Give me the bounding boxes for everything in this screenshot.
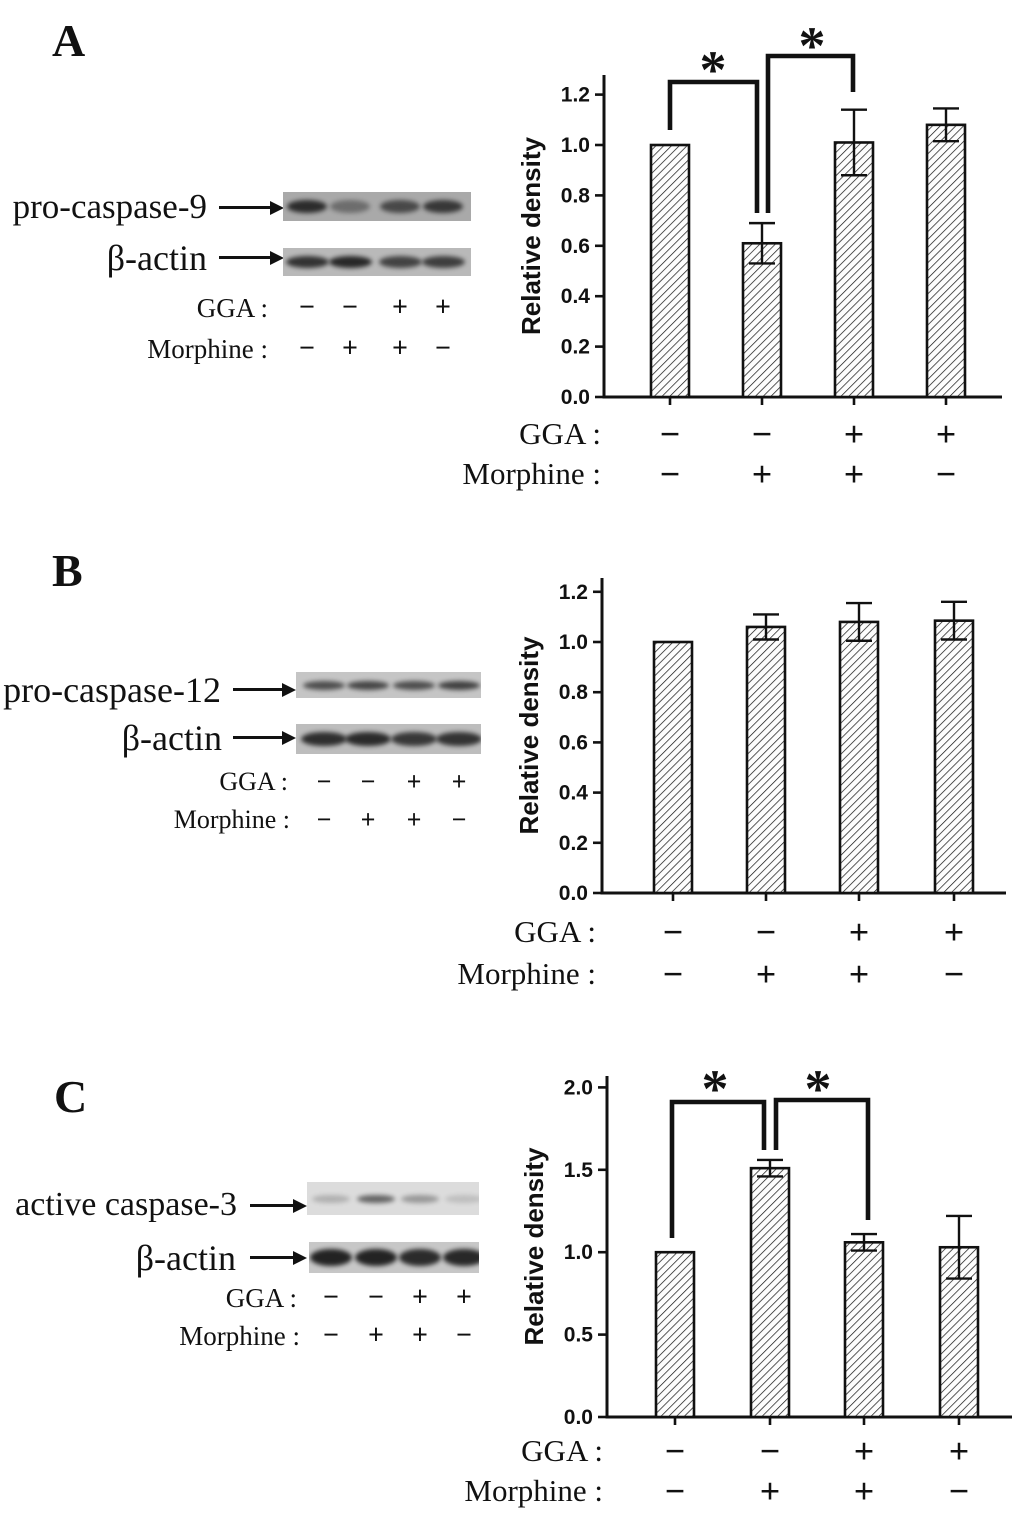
blot-band — [393, 681, 435, 690]
panel-c-letter: C — [54, 1071, 88, 1122]
blot-condition-symbol: − — [342, 292, 358, 323]
y-tick-label: 0.0 — [558, 882, 588, 905]
blot-band — [391, 732, 437, 746]
blot-condition-symbol: − — [456, 1320, 472, 1351]
y-tick-label: 0.0 — [560, 386, 590, 409]
chart-condition-label: GGA : — [514, 914, 596, 949]
blot-condition-symbol: + — [406, 767, 422, 796]
blot-condition-symbol: + — [406, 805, 422, 834]
bar — [751, 1168, 789, 1417]
y-axis-label: Relative density — [519, 1147, 549, 1346]
blot-condition-symbol: + — [360, 805, 376, 834]
chart-condition-symbol: + — [948, 1431, 970, 1471]
blot-band — [443, 1249, 479, 1266]
y-tick-label: 0.6 — [558, 731, 588, 755]
chart-condition-symbol: + — [848, 954, 870, 994]
chart-condition-symbol: − — [943, 954, 965, 994]
blot-condition-symbol: − — [299, 292, 315, 323]
y-tick-label: 2.0 — [563, 1076, 593, 1100]
blot-band — [330, 200, 370, 213]
chart-condition-symbol: + — [943, 912, 965, 952]
bar — [835, 142, 873, 397]
protein-label: β-actin — [135, 1238, 236, 1278]
panel-a-letter: A — [52, 15, 86, 66]
blot-band — [355, 1249, 397, 1266]
blot-band — [301, 732, 347, 746]
arrow-icon — [219, 206, 271, 209]
y-axis-label: Relative density — [514, 636, 544, 835]
bar — [935, 621, 973, 893]
y-tick-label: 0.8 — [558, 681, 588, 705]
blot-band — [312, 1195, 350, 1203]
blot-band — [303, 681, 345, 690]
y-tick-label: 0.2 — [558, 831, 588, 855]
chart-condition-label: Morphine : — [457, 956, 596, 991]
blot-band — [379, 256, 422, 268]
blot-condition-symbol: + — [412, 1320, 428, 1351]
blot-condition-label: GGA : — [196, 293, 268, 323]
significance-star: * — [804, 1059, 832, 1119]
blot-condition-symbol: + — [435, 292, 451, 323]
chart-condition-symbol: + — [751, 454, 773, 494]
chart-condition-symbol: + — [843, 414, 865, 454]
blot-condition-symbol: − — [299, 333, 315, 364]
panel-b-letter: B — [52, 545, 83, 596]
y-tick-label: 1.0 — [563, 1241, 593, 1265]
blot-band — [347, 681, 389, 690]
blot-condition-label: GGA : — [219, 767, 288, 796]
bar — [927, 125, 965, 397]
y-tick-label: 1.0 — [558, 631, 588, 654]
significance-star: * — [699, 40, 727, 100]
protein-label: pro-caspase-9 — [12, 187, 207, 226]
chart-condition-symbol: − — [755, 912, 777, 952]
bar — [654, 642, 692, 893]
chart-condition-symbol: + — [853, 1431, 875, 1471]
chart-condition-symbol: + — [759, 1471, 781, 1511]
y-tick-label: 0.8 — [560, 184, 590, 208]
western-blot-strip — [283, 248, 471, 276]
y-tick-label: 0.4 — [558, 781, 588, 805]
protein-label: β-actin — [121, 718, 222, 758]
bar-chart-panel-b — [457, 560, 1033, 1010]
chart-condition-symbol: − — [659, 454, 681, 494]
blot-condition-symbol: + — [342, 333, 358, 364]
blot-condition-symbol: + — [456, 1282, 472, 1313]
blot-band — [310, 1249, 352, 1266]
blot-condition-symbol: + — [392, 292, 408, 323]
chart-condition-symbol: + — [848, 912, 870, 952]
blot-condition-label: Morphine : — [147, 334, 268, 364]
bar — [845, 1242, 883, 1417]
y-tick-label: 1.2 — [558, 580, 588, 604]
chart-condition-symbol: + — [853, 1471, 875, 1511]
blot-condition-symbol: + — [368, 1320, 384, 1351]
y-tick-label: 0.4 — [560, 285, 590, 309]
blot-condition-symbol: − — [316, 767, 332, 796]
protein-label: β-actin — [106, 238, 207, 278]
blot-condition-symbol: + — [412, 1282, 428, 1313]
y-tick-label: 1.5 — [563, 1158, 593, 1182]
significance-star: * — [798, 16, 826, 76]
blot-band — [345, 732, 391, 746]
chart-condition-symbol: − — [948, 1471, 970, 1511]
y-tick-label: 0.5 — [563, 1323, 593, 1347]
blot-condition-symbol: + — [451, 767, 467, 796]
chart-condition-symbol: + — [755, 954, 777, 994]
blot-band — [287, 200, 327, 213]
chart-condition-symbol: − — [659, 414, 681, 454]
arrow-icon — [233, 736, 283, 739]
blot-band — [445, 1195, 479, 1203]
chart-condition-symbol: − — [759, 1431, 781, 1471]
y-tick-label: 0.0 — [563, 1406, 593, 1429]
blot-condition-label: Morphine : — [173, 805, 290, 834]
y-tick-label: 1.0 — [560, 134, 590, 157]
bar — [840, 622, 878, 893]
arrow-icon — [250, 1204, 294, 1207]
blot-condition-label: GGA : — [225, 1283, 297, 1313]
blot-condition-symbol: − — [368, 1282, 384, 1313]
protein-label: pro-caspase-12 — [3, 670, 221, 710]
chart-condition-label: GGA : — [519, 416, 601, 451]
y-axis-label: Relative density — [516, 137, 546, 335]
blot-band — [436, 732, 481, 746]
blot-band — [401, 1195, 439, 1203]
chart-condition-symbol: − — [662, 954, 684, 994]
chart-condition-symbol: − — [751, 414, 773, 454]
blot-condition-symbol: − — [323, 1320, 339, 1351]
blot-band — [357, 1195, 395, 1203]
arrow-icon — [233, 688, 283, 691]
blot-band — [380, 200, 420, 213]
blot-band — [423, 200, 463, 213]
protein-label: active caspase-3 — [15, 1186, 237, 1223]
y-tick-label: 1.2 — [560, 83, 590, 107]
chart-condition-label: Morphine : — [464, 1473, 603, 1508]
blot-condition-symbol: − — [360, 767, 376, 796]
blot-condition-symbol: − — [316, 805, 332, 834]
western-blot-strip — [307, 1182, 479, 1215]
chart-condition-label: GGA : — [521, 1433, 603, 1468]
western-blot-strip — [296, 672, 481, 698]
bar — [743, 243, 781, 397]
blot-band — [329, 256, 372, 268]
bar — [747, 627, 785, 893]
bar-chart-panel-a — [462, 14, 1033, 514]
blot-condition-symbol: + — [392, 333, 408, 364]
chart-condition-symbol: + — [843, 454, 865, 494]
significance-star: * — [701, 1059, 729, 1119]
blot-band — [399, 1249, 441, 1266]
blot-band — [286, 256, 329, 268]
blot-condition-symbol: − — [435, 333, 451, 364]
blot-condition-symbol: − — [451, 805, 467, 834]
chart-condition-label: Morphine : — [462, 456, 601, 491]
y-tick-label: 0.6 — [560, 234, 590, 258]
blot-band — [422, 256, 465, 268]
arrow-icon — [250, 1256, 294, 1259]
chart-condition-symbol: − — [664, 1431, 686, 1471]
blot-band — [438, 681, 480, 690]
blot-condition-symbol: − — [323, 1282, 339, 1313]
bar — [651, 145, 689, 397]
arrow-icon — [219, 256, 271, 259]
bar — [656, 1252, 694, 1417]
western-blot-strip — [283, 192, 471, 221]
western-blot-strip — [309, 1242, 479, 1273]
western-blot-strip — [296, 724, 481, 754]
chart-condition-symbol: + — [935, 414, 957, 454]
chart-condition-symbol: − — [935, 454, 957, 494]
bar-chart-panel-c — [464, 1048, 1033, 1518]
chart-condition-symbol: − — [662, 912, 684, 952]
y-tick-label: 0.2 — [560, 335, 590, 359]
blot-condition-label: Morphine : — [179, 1321, 300, 1351]
chart-condition-symbol: − — [664, 1471, 686, 1511]
